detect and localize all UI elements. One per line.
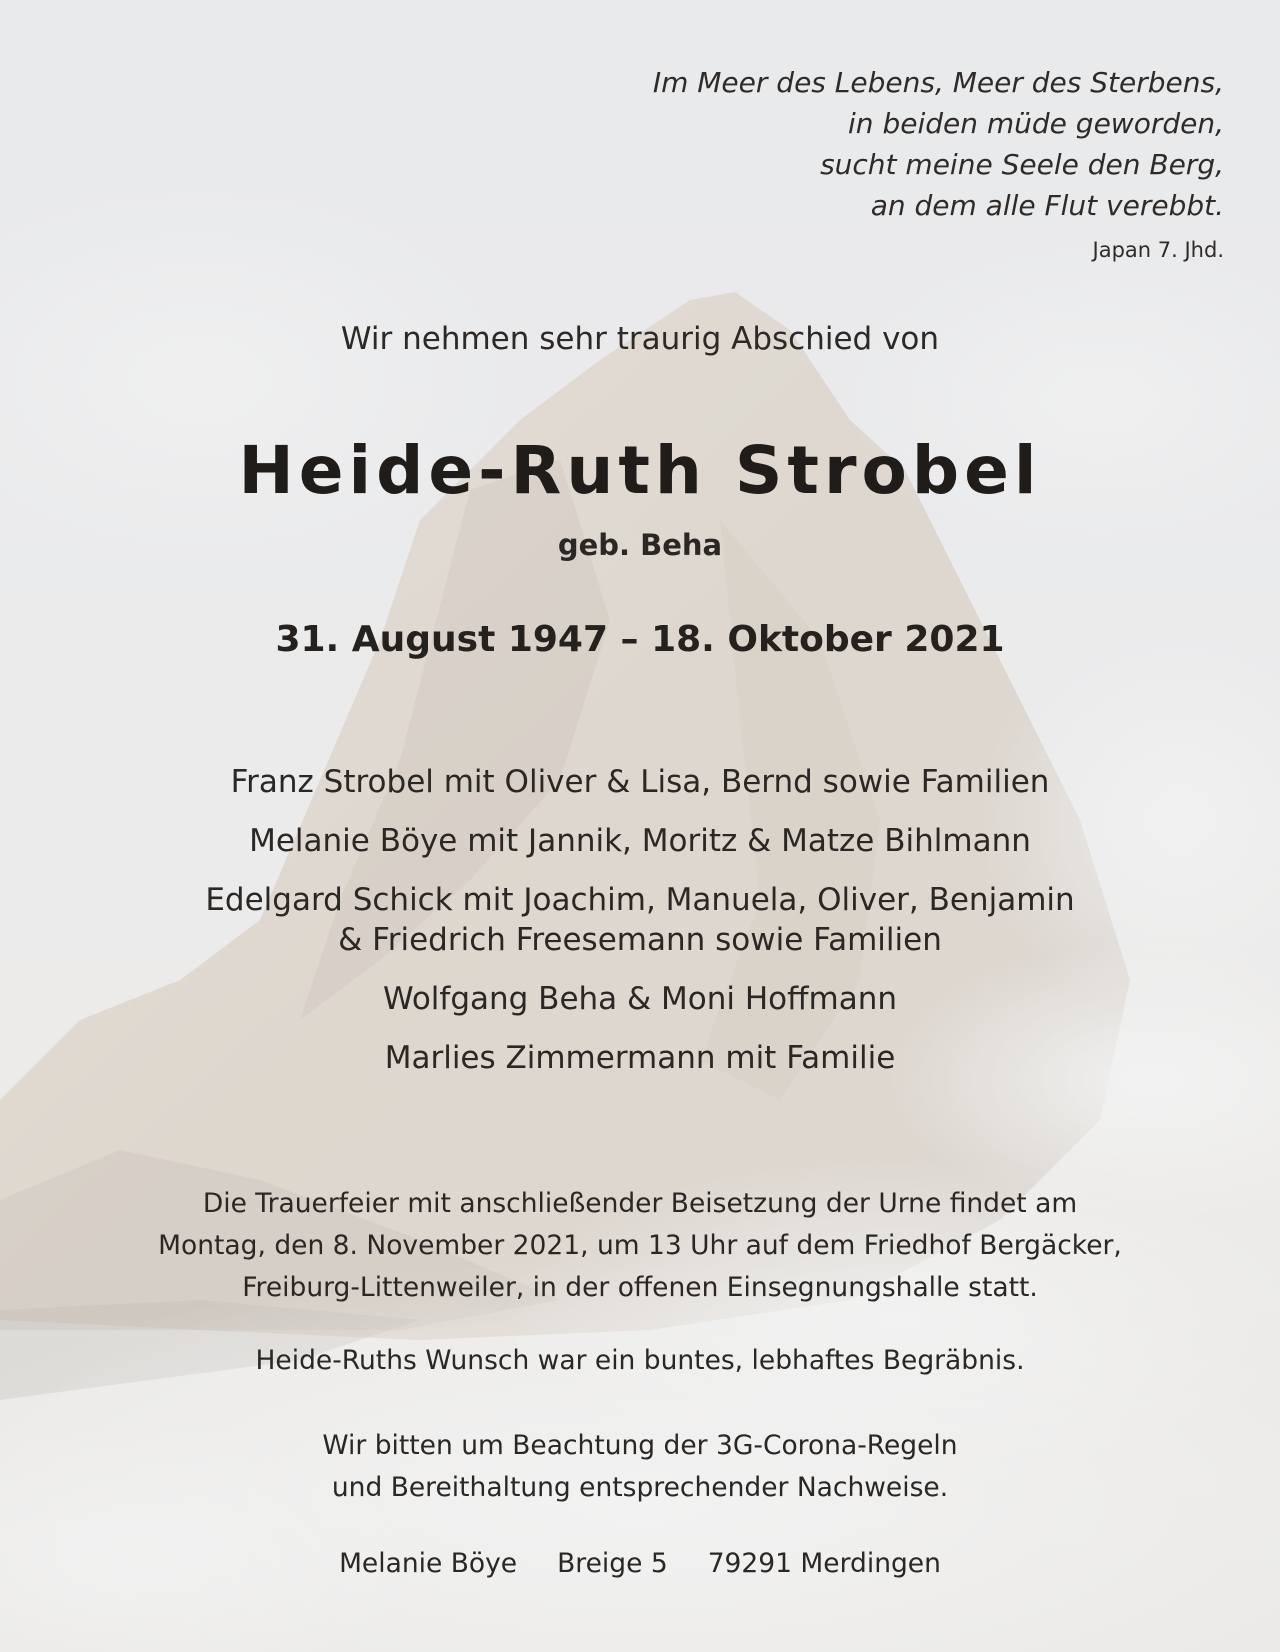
mourner-entry xyxy=(0,880,1280,960)
intro-text: Wir nehmen sehr traurig Abschied von xyxy=(340,321,940,357)
corona-line: und Bereithaltung entsprechender Nachweise. xyxy=(331,1472,949,1503)
quote-line: in beiden müde geworden, xyxy=(848,107,1224,140)
contact-name: Melanie Böye xyxy=(339,1548,518,1579)
quote-line: sucht meine Seele den Berg, xyxy=(820,148,1224,181)
corona-notice xyxy=(0,1425,1280,1509)
mourner-line: Franz Strobel mit Oliver & Lisa, Bernd sowie Familien xyxy=(230,764,1050,800)
corona-line: Wir bitten um Beachtung der 3G-Corona-Regeln xyxy=(322,1430,958,1461)
funeral-line: Montag, den 8. November 2021, um 13 Uhr auf dem Friedhof Bergäcker, xyxy=(158,1230,1122,1261)
mourner-line: Melanie Böye mit Jannik, Moritz & Matze Bihlmann xyxy=(249,823,1031,859)
funeral-notice xyxy=(0,1183,1280,1309)
mourner-line: Edelgard Schick mit Joachim, Manuela, Oliver, Benjamin xyxy=(205,882,1075,918)
quote-line: an dem alle Flut verebbt. xyxy=(870,189,1224,222)
quote-source: Japan 7. Jhd. xyxy=(1092,238,1224,262)
mourners-list xyxy=(0,762,1280,1097)
mourner-line: Marlies Zimmermann mit Familie xyxy=(384,1040,896,1076)
contact-address xyxy=(0,1548,1280,1579)
deceased-name: Heide-Ruth Strobel xyxy=(238,432,1042,509)
mourner-line: & Friedrich Freesemann sowie Familien xyxy=(338,922,942,958)
funeral-line: Freiburg-Littenweiler, in der offenen Einsegnungshalle statt. xyxy=(242,1272,1038,1303)
mourner-line: Wolfgang Beha & Moni Hoffmann xyxy=(383,981,897,1017)
mourner-entry xyxy=(0,979,1280,1019)
mourner-entry xyxy=(0,821,1280,861)
maiden-name: geb. Beha xyxy=(557,528,723,562)
life-dates: 31. August 1947 – 18. Oktober 2021 xyxy=(275,619,1005,660)
contact-street: Breige 5 xyxy=(557,1548,668,1579)
mourner-entry xyxy=(0,1038,1280,1078)
wish-text: Heide-Ruths Wunsch war ein buntes, lebhaftes Begräbnis. xyxy=(255,1345,1025,1376)
funeral-line: Die Trauerfeier mit anschließender Beisetzung der Urne findet am xyxy=(202,1188,1078,1219)
quote-line: Im Meer des Lebens, Meer des Sterbens, xyxy=(652,66,1224,99)
contact-city: 79291 Merdingen xyxy=(707,1548,941,1579)
mourner-entry xyxy=(0,762,1280,802)
epigraph-quote xyxy=(653,62,1224,226)
